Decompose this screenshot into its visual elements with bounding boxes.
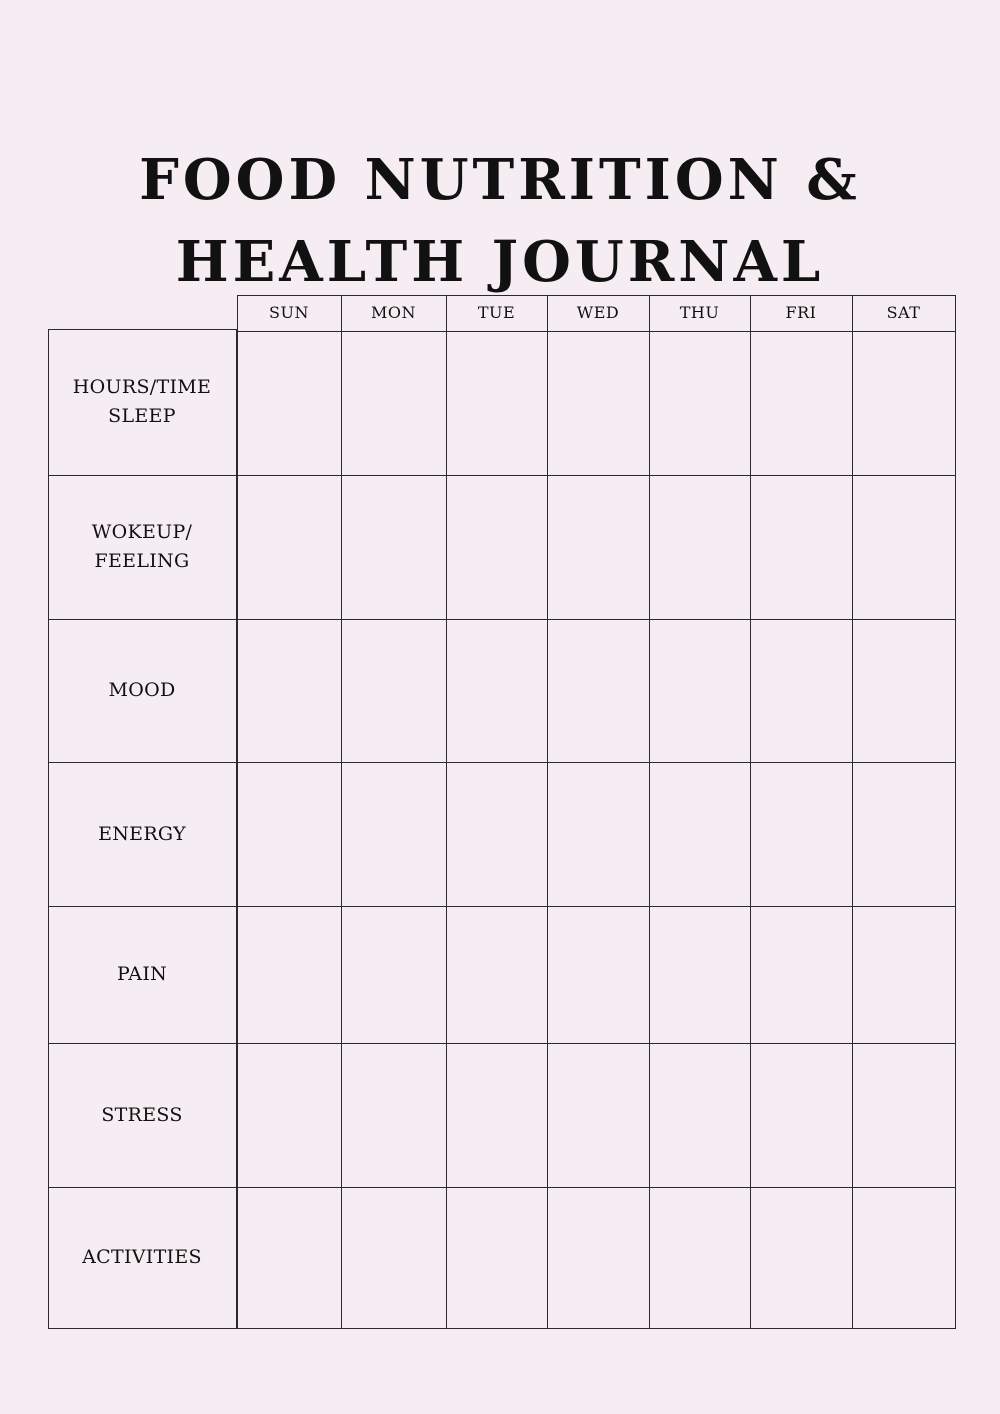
journal-cell-wed-row-4: [548, 763, 649, 906]
journal-cell-wed-row-1: [548, 332, 649, 475]
journal-cell-fri-row-5: [751, 907, 852, 1043]
day-header-mon: MON: [371, 302, 416, 322]
journal-cell-wed-row-2: [548, 476, 649, 619]
journal-cell-mon-row-5: [342, 907, 446, 1043]
journal-cell-sun-row-7: [238, 1188, 341, 1328]
journal-cell-mon-row-4: [342, 763, 446, 906]
row-label-activities: ACTIVITIES: [82, 1246, 202, 1268]
journal-cell-fri-row-3: [751, 620, 852, 762]
day-header-tue: TUE: [477, 302, 516, 322]
journal-cell-fri-row-2: [751, 476, 852, 619]
journal-cell-thu-row-2: [650, 476, 750, 619]
journal-cell-tue-row-6: [447, 1044, 547, 1187]
journal-cell-mon-row-7: [342, 1188, 446, 1328]
label-column-right-border: [236, 329, 237, 1329]
journal-cell-mon-row-1: [342, 332, 446, 475]
journal-cell-sat-row-3: [853, 620, 955, 762]
journal-cell-sun-row-2: [238, 476, 341, 619]
journal-cell-mon-row-3: [342, 620, 446, 762]
journal-cell-wed-row-6: [548, 1044, 649, 1187]
journal-cell-thu-row-3: [650, 620, 750, 762]
journal-cell-tue-row-3: [447, 620, 547, 762]
journal-cell-wed-row-5: [548, 907, 649, 1043]
page-title-line-2: HEALTH JOURNAL: [175, 228, 825, 295]
journal-cell-tue-row-4: [447, 763, 547, 906]
day-header-wed: WED: [576, 302, 620, 322]
journal-cell-thu-row-1: [650, 332, 750, 475]
journal-cell-fri-row-4: [751, 763, 852, 906]
journal-cell-wed-row-3: [548, 620, 649, 762]
journal-cell-sat-row-6: [853, 1044, 955, 1187]
journal-cell-fri-row-7: [751, 1188, 852, 1328]
day-header-sun: SUN: [269, 302, 309, 322]
journal-cell-sun-row-1: [238, 332, 341, 475]
journal-cell-wed-row-7: [548, 1188, 649, 1328]
journal-cell-thu-row-5: [650, 907, 750, 1043]
journal-cell-sat-row-7: [853, 1188, 955, 1328]
journal-cell-sun-row-6: [238, 1044, 341, 1187]
journal-cell-sat-row-1: [853, 332, 955, 475]
page-title-line-1: FOOD NUTRITION &: [139, 146, 861, 213]
row-label-energy: ENERGY: [98, 822, 186, 845]
row-label-pain: PAIN: [116, 963, 168, 985]
day-header-fri: FRI: [785, 302, 817, 322]
journal-cell-sun-row-3: [238, 620, 341, 762]
row-label-hours-time-sleep: HOURS/TIME SLEEP: [72, 376, 212, 427]
journal-cell-thu-row-7: [650, 1188, 750, 1328]
journal-cell-tue-row-2: [447, 476, 547, 619]
journal-cell-fri-row-1: [751, 332, 852, 475]
journal-cell-sat-row-5: [853, 907, 955, 1043]
journal-cell-sun-row-5: [238, 907, 341, 1043]
journal-cell-mon-row-6: [342, 1044, 446, 1187]
journal-cell-tue-row-5: [447, 907, 547, 1043]
row-label-stress: STRESS: [101, 1103, 183, 1126]
journal-cell-fri-row-6: [751, 1044, 852, 1187]
label-row-line: [48, 1328, 237, 1329]
day-header-thu: THU: [679, 302, 720, 322]
row-label-wokeup-feeling: WOKEUP/ FEELING: [91, 521, 193, 572]
journal-cell-tue-row-7: [447, 1188, 547, 1328]
journal-cell-mon-row-2: [342, 476, 446, 619]
journal-cell-tue-row-1: [447, 332, 547, 475]
day-header-sat: SAT: [886, 302, 921, 322]
journal-cell-sun-row-4: [238, 763, 341, 906]
journal-cell-sat-row-2: [853, 476, 955, 619]
journal-cell-sat-row-4: [853, 763, 955, 906]
journal-cell-thu-row-6: [650, 1044, 750, 1187]
grid-row-line: [237, 1328, 956, 1329]
journal-cell-thu-row-4: [650, 763, 750, 906]
grid-column-line: [955, 295, 956, 1329]
row-label-mood: MOOD: [108, 679, 176, 701]
